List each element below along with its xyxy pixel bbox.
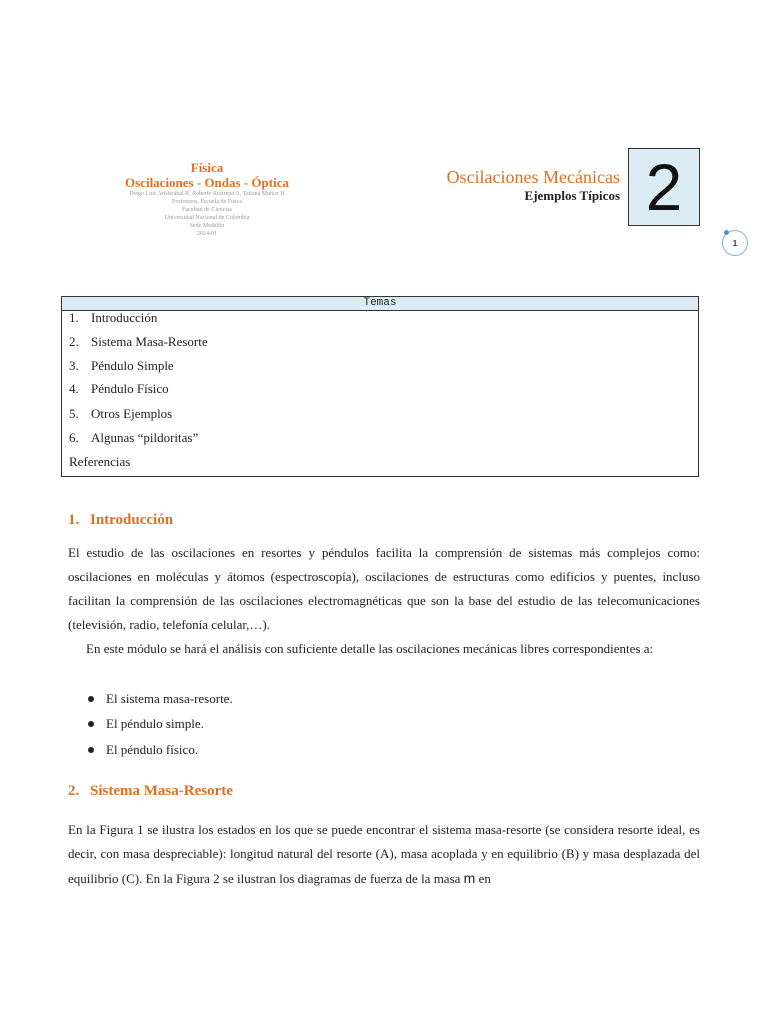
course-subtitle: Oscilaciones - Ondas - Óptica <box>125 175 289 190</box>
header-right <box>447 166 620 204</box>
toc-item-otros-ejemplos[interactable]: 5. Otros Ejemplos <box>69 406 173 421</box>
authors: Diego Luis Aristizábal R, Roberto Restrepo A, Tatiana Muñoz H <box>129 191 285 197</box>
section-heading-masa-resorte: 2. Sistema Masa-Resorte <box>68 783 233 799</box>
faculty: Facultad de Ciencias <box>182 207 232 213</box>
intro-paragraph-1: El estudio de las oscilaciones en resortes y péndulos facilita la comprensión de sistemas más complejos como: oscilaciones en moléculas y átomos (espectroscopía), oscilaciones de estructuras como edificios y puentes, incluso facilitan la comprensión de las oscilaciones electromagnéticas que son la base del estudio de las telecomunicaciones (televisión, radio, telefonía celular,…). <box>68 545 700 632</box>
university: Universidad Nacional de Colombia <box>164 215 250 221</box>
list-item: El péndulo simple. <box>88 716 204 732</box>
page-number-badge[interactable] <box>722 230 748 256</box>
document-subtitle: Ejemplos Típicos <box>524 188 620 203</box>
intro-paragraph-2: En este módulo se hará el análisis con suficiente detalle las oscilaciones mecánicas libres correspondientes a: <box>86 641 654 656</box>
toc-item-referencias[interactable]: Referencias <box>69 454 131 469</box>
bullet-icon <box>88 721 94 727</box>
mass-symbol: m <box>463 870 476 886</box>
header-left <box>100 160 314 238</box>
page-number: 1 <box>732 238 738 248</box>
toc-item-pildoritas[interactable]: 6. Algunas “pildoritas” <box>69 430 199 445</box>
section-heading-introduccion: 1. Introducción <box>68 512 174 528</box>
toc-item-pendulo-simple[interactable]: 3. Péndulo Simple <box>69 358 174 373</box>
page-indicator-dot <box>724 230 729 235</box>
toc-item-pendulo-fisico[interactable]: 4. Péndulo Físico <box>69 381 169 396</box>
toc-item-masa-resorte[interactable]: 2. Sistema Masa-Resorte <box>69 334 208 349</box>
toc-item-introduccion[interactable]: 1. Introducción <box>69 310 158 325</box>
topics-table <box>61 296 699 477</box>
author-role: Profesores, Escuela de Física <box>172 199 242 205</box>
bullet-icon <box>88 696 94 702</box>
document-title: Oscilaciones Mecánicas <box>446 167 620 187</box>
list-item: El sistema masa-resorte. <box>88 691 233 707</box>
term: 2024-01 <box>197 231 217 237</box>
bullet-icon <box>88 747 94 753</box>
topics-heading: Temas <box>62 297 698 311</box>
list-item: El péndulo físico. <box>88 742 198 758</box>
course-name: Física <box>190 160 224 175</box>
campus: Sede Medellín <box>189 223 225 229</box>
mass-spring-paragraph-1: En la Figura 1 se ilustra los estados en los que se puede encontrar el sistema masa-resorte (se considera resorte ideal, es decir, con masa despreciable): longitud natural del resorte (A), masa acoplada y en equilibrio (B) y masa desplazada del equilibrio (C). En la Figura 2 se ilustran los diagramas de fuerza de la masa m en <box>68 822 700 886</box>
chapter-number-box: 2 <box>628 148 700 226</box>
